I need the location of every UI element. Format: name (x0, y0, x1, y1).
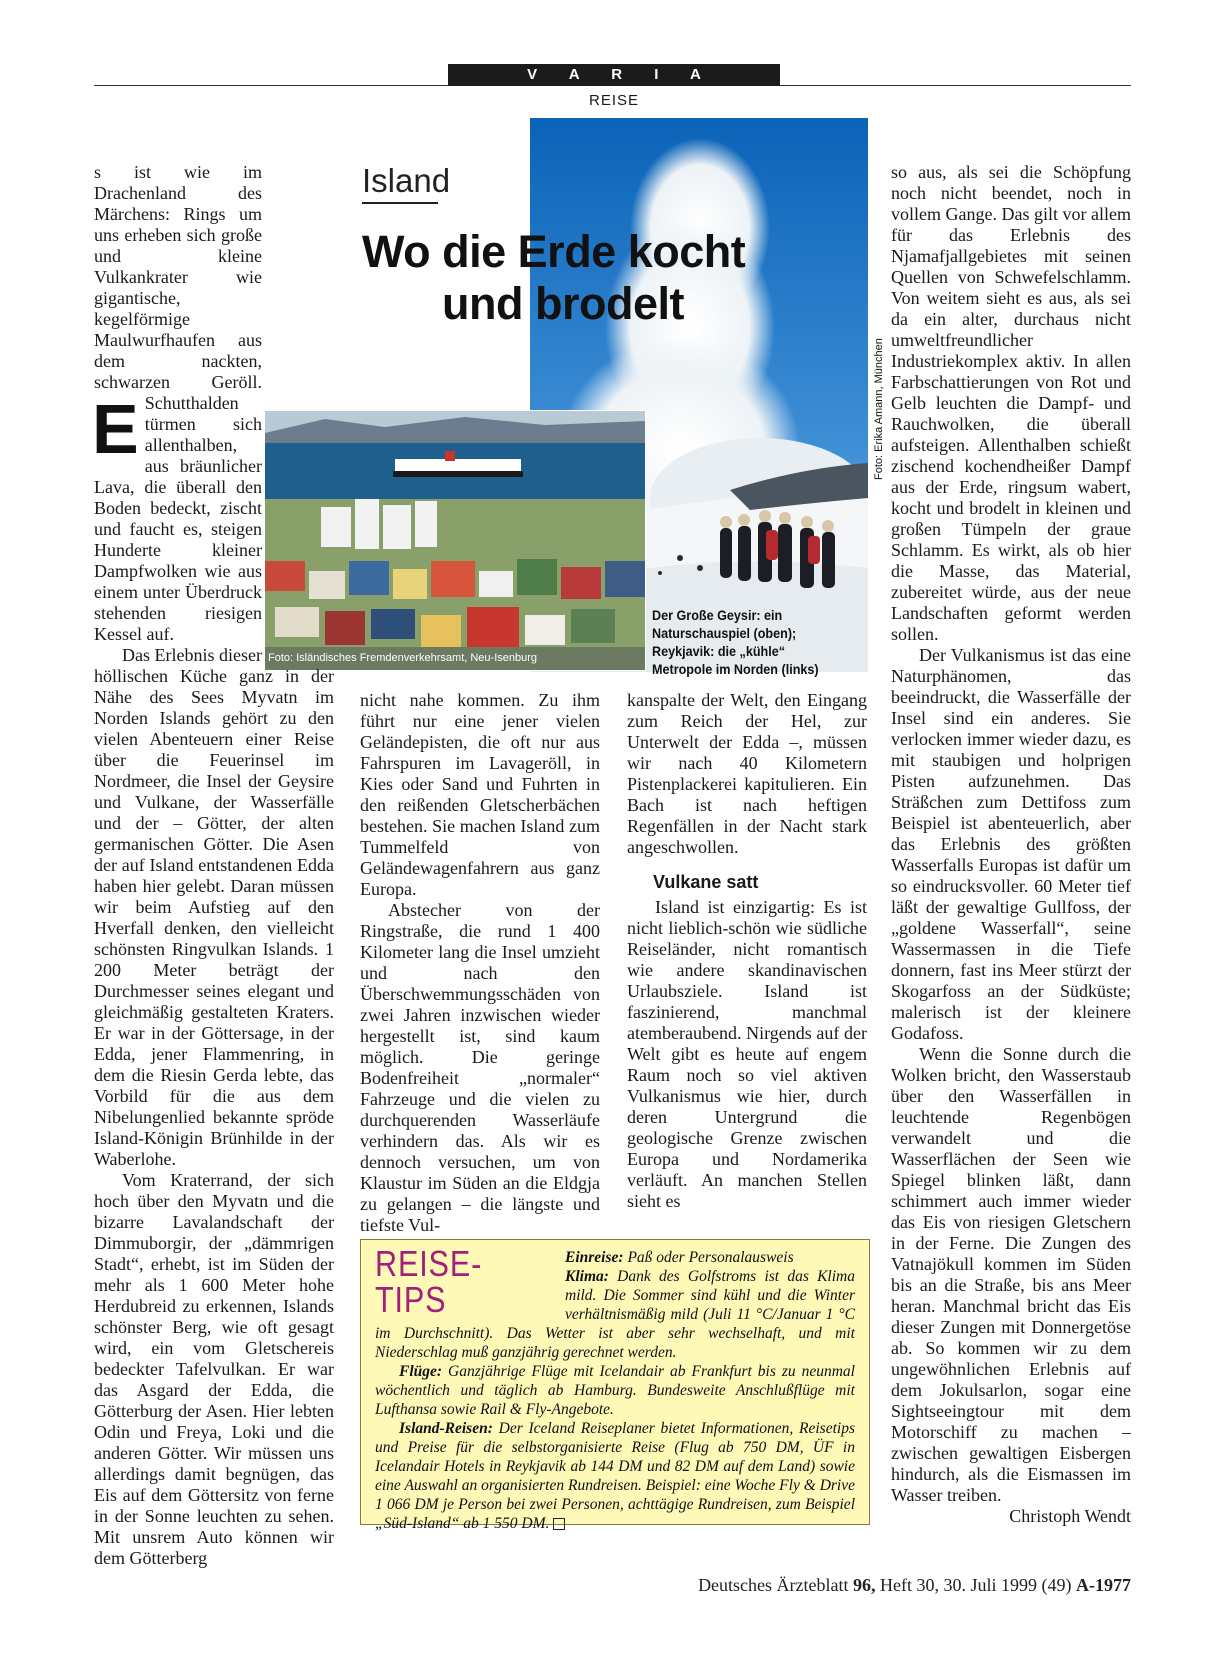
column-4-text-3: Wenn die Sonne durch die Wolken bricht, den Wasserstaub über den Wasserfällen in leuchtende Regenbögen verwandelt und die Wasserflächen der Seen wie Spiegel blinken läßt, dann schimmert auch immer wieder das Eis von riesigen Gletschern in der Ferne. Die Zungen des Vatnajökull kommen im Süden bis an die Straße, bis ans Meer heran. Manchmal bricht das Eis dieser Zungen mit Donnergetöse ab. So kommen wir zu dem ungewöhnlichen Erlebnis auf dem Jokulsarlon, sogar eine Sightseeingtour mit dem Motorschiff zu machen – zwischen gewaltigen Eisbergen hindurch, als die Eismassen im Wasser treiben. (891, 1044, 1131, 1505)
image-wrap-spacer-top (262, 162, 334, 398)
column-3-paragraph-1: kanspalte der Welt, den Eingang zum Reich der Hel, zur Unterwelt der Edda –, müssen wir nach 40 Kilometern Pistenplackerei kapitulieren. Ein Bach ist nach heftigen Regenfällen in der Nacht stark angeschwollen. (627, 690, 867, 857)
tips-label: Einreise: (565, 1249, 624, 1266)
headline-line-1: Wo die Erde kocht (362, 226, 746, 277)
column-4-paragraph-2: Der Vulkanismus ist das eine Naturphänomen, das beeindruckt, die Wasserfälle der Insel sind ein anderes. Sie verlocken immer wieder dazu, es mit staubigen und holprigen Pisten aufzunehmen. Das Sträßchen zum Dettifoss zum Beispiel ist abenteuerlich, aber das Erlebnis des größten Wasserfalls Europas ist dafür um so eindrucksvoller. 60 Meter tief läßt der gewaltige Gullfoss, der „goldene Wasserfall“, seine Wassermassen in die Tiefe donnern, fast ins Meer stürzt der Skogarfoss an der Südküste; malerisch ist der kleinere Godafoss. (891, 645, 1131, 1043)
tips-text: Dank des Golfstroms ist das Klima mild. Die Sommer sind kühl und die Winter verhältnismäßig mild (Juli 11 °C/Januar 1 °C im Durchschnitt). Das Wetter ist aber sehr wechselhaft, und mit Niederschlag muß ganzjährig gerechnet werden. (375, 1268, 855, 1361)
tips-entry-island-reisen (375, 1419, 855, 1533)
travel-tips-title: REISE-TIPS (375, 1243, 483, 1320)
column-1 (94, 162, 334, 1569)
footer-issue: Heft 30, 30. Juli 1999 (49) (875, 1575, 1076, 1595)
column-1-paragraph-3: Vom Kraterrand, der sich hoch über den Myvatn und die bizarre Lavalandschaft der Dimmuborgir, der „dämmrigen Stadt“, erhebt, ist im Süden der mehr als 1 600 Meter hohe Herdubreid zu erkennen, Islands schönster Berg, wie oft gesagt wird, ein vom Gletschereis bedeckter Tafelvulkan. Er war das Asgard der Edda, die Götterburg der Asen. Hier lebten Odin und Freya, Loki und die anderen Götter. Wir müssen uns allerdings damit begnügen, das Eis auf dem Göttersitz von ferne in der Sonne leuchten zu sehen. Mit unsrem Auto können wir dem Götterberg (94, 1170, 334, 1568)
footer-journal: Deutsches Ärzteblatt (698, 1575, 854, 1595)
tips-label: Island-Reisen: (399, 1420, 493, 1437)
kicker: Island (362, 162, 451, 199)
drop-cap: E (92, 390, 139, 468)
column-4-paragraph-1: so aus, als sei die Schöpfung noch nicht beendet, noch in vollem Gange. Das gilt vor allem für das Erlebnis des Njamafjallgebietes mit seinen Quellen von Schwefelschlamm. Von weitem sieht es aus, als sei da ein alter, durchaus nicht umweltfreundlicher Industriekomplex aktiv. In allen Farbschattierungen von Rot und Gelb leuchten die Dampf- und Rauchwolken, die überall aufsteigen. Allenthalben schießt zischend kochendheißer Dampf aus der Erde, ringsum wabert, kocht und brodelt in kleinen und großen Tümpeln der graue Schlamm. Es wirkt, als ob hier die Masse, das Material, zubereitet würde, aus der neue Landschaften geformt werden sollen. (891, 162, 1131, 644)
photo-credit-reykjavik: Foto: Isländisches Fremdenverkehrsamt, Neu-Isenburg (268, 652, 538, 664)
tips-entry-fluege (375, 1362, 855, 1419)
tips-text: Der Iceland Reiseplaner bietet Informationen, Reisetips und Preise für die selbstorganisierte Reise (Flug ab 750 DM, ÜF in Icelandair Hotels in Reykjavik ab 144 DM und 82 DM auf dem Land) sowie eine Auswahl an organisierten Rundreisen. Beispiel: eine Woche Fly & Drive 1 066 DM je Person bei zwei Personen, achttägige Rundreisen, zum Beispiel „Süd-Island“ ab 1 550 DM. (375, 1420, 855, 1532)
travel-tips-box (360, 1239, 870, 1532)
headline-line-2: und brodelt (442, 278, 684, 329)
headline (362, 226, 745, 330)
column-2-paragraph-1: nicht nahe kommen. Zu ihm führt nur eine jener vielen Geländepisten, die oft nur aus Fahrspuren im Lavageröll, in Kies oder Sand und Fuhrten in den reißenden Gletscherbächen bestehen. Sie machen Island zum Tummelfeld von Geländewagenfahrern aus ganz Europa. (360, 690, 600, 899)
column-1-text-1: s ist wie im Drachenland des Märchens: Rings um uns erheben sich große und kleine Vulkankrater wie gigantische, kegelförmige Maulwurfhaufen aus dem nackten, schwarzen Geröll. Schutthalden türmen sich allenthalben, aus bräunlicher Lava, die überall den Boden bedeckt, zischt und faucht es, steigen Hunderte kleiner Dampfwolken wie aus einem unter Überdruck stehenden riesigen Kessel auf. (94, 162, 262, 644)
photo-caption: Der Große Geysir: ein Naturschauspiel (oben); Reykjavik: die „kühle“ Metropole im Norden (links) (652, 607, 819, 677)
column-4-paragraph-3 (891, 1044, 1131, 1526)
subheading: Vulkane satt (653, 872, 759, 892)
column-1-paragraph-2: Das Erlebnis dieser höllischen Küche ganz in der Nähe des Sees Myvatn im Norden Islands gehört zu den vielen Abenteuern einer Reise über die Feuerinsel im Nordmeer, die Insel der Geysire und Vulkane, der Wasserfälle und der – Götter, der alten germanischen Götter. Die Asen der auf Island entstandenen Edda haben hier gelebt. Daran müssen wir beim Aufstieg auf den Hverfall denken, den vielleicht schönsten Ringvulkan Islands. 1 200 Meter beträgt der Durchmesser seines elegant und gleichmäßig gestalteten Kraters. Er war in der Göttersage, in der Edda, jener Flammenring, in dem die Riesin Gerda lebte, das Vorbild für die aus dem Nibelungenlied bekannte spröde Island-Königin Brünhilde in der Waberlohe. (94, 645, 334, 1169)
footer-page: A-1977 (1076, 1575, 1131, 1595)
column-3-paragraph-2: Island ist einzigartig: Es ist nicht lieblich-schön wie südliche Reiseländer, nicht romantisch wie andere skandinavischen Urlaubsziele. Island ist faszinierend, manchmal atemberaubend. Nirgends auf der Welt gibt es heute auf engem Raum noch so viel aktiven Vulkanismus wie hier, durch deren Untergrund die geologische Grenze zwischen Europa und Nordamerika verläuft. An manchen Stellen sieht es (627, 897, 867, 1211)
column-3 (627, 690, 867, 1212)
column-2 (360, 690, 600, 1236)
end-mark-icon (553, 1518, 565, 1530)
tips-label: Klima: (565, 1268, 609, 1285)
column-2-paragraph-2: Abstecher von der Ringstraße, die rund 1 400 Kilometer lang die Insel umzieht und nach den Überschwemmungsschäden von zwei Jahren inzwischen wieder hergestellt ist, sind kaum möglich. Die geringe Bodenfreiheit „normaler“ Fahrzeuge und die vielen zu durchquerenden Wasserläufe verhindern das. Als wir es dennoch versuchen, um von Klaustur im Süden an die Eldgja zu gelangen – die längste und tiefste Vul- (360, 900, 600, 1235)
column-4 (891, 162, 1131, 1527)
photo-credit-geyser: Foto: Erika Amann, München (873, 338, 885, 480)
tips-text: Ganzjährige Flüge mit Icelandair ab Frankfurt bis zu neunmal wöchentlich und täglich ab Hamburg. Bundesweite Anschlußflüge mit Lufthansa sowie Rail & Fly-Angebote. (375, 1363, 855, 1418)
tips-label: Flüge: (399, 1363, 443, 1380)
subsection-label: REISE (588, 92, 639, 109)
image-wrap-spacer (262, 398, 334, 658)
section-label: V A R I A (448, 64, 780, 86)
author: Christoph Wendt (1009, 1506, 1131, 1526)
kicker-rule (362, 202, 438, 204)
tips-text: Paß oder Personalausweis (623, 1249, 794, 1266)
footer-volume: 96, (853, 1575, 876, 1595)
page-footer (698, 1575, 1131, 1596)
